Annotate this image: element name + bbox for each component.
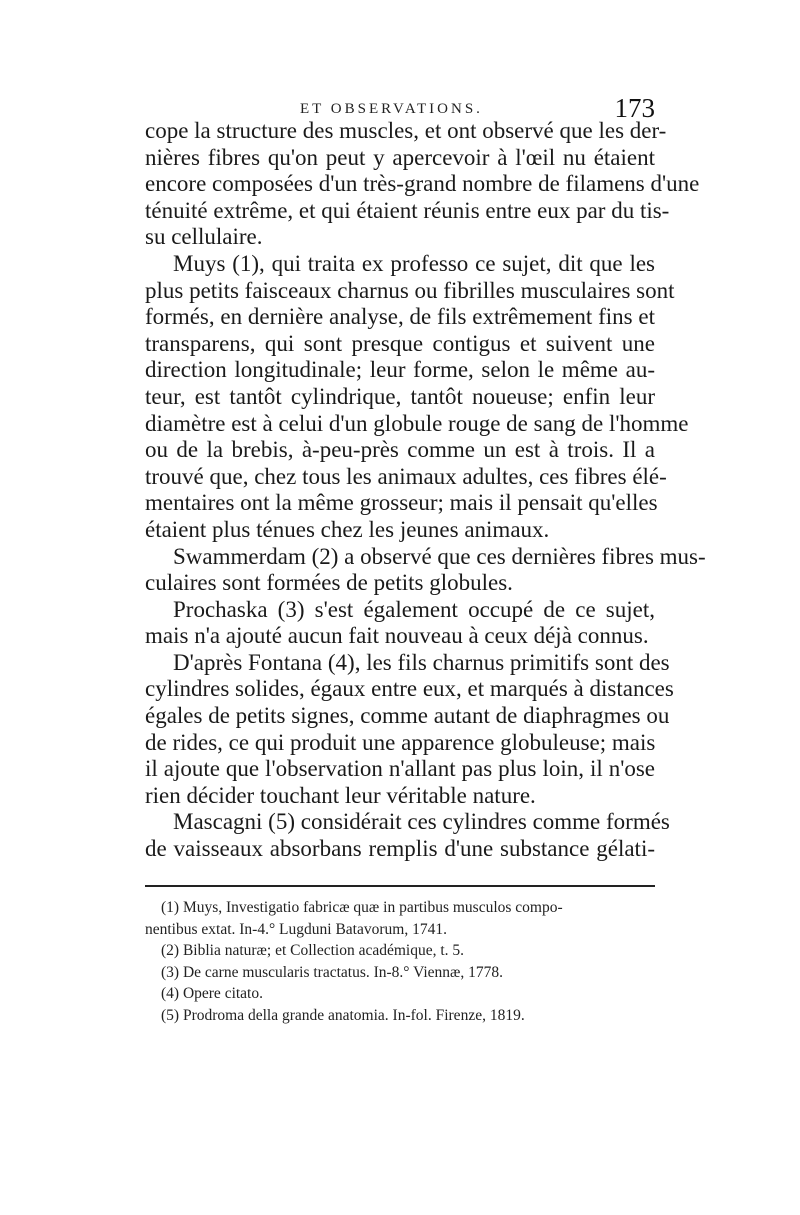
- text-line: de vaisseaux absorbans remplis d'une substance gélati-: [145, 836, 655, 862]
- footnotes: [145, 897, 655, 1026]
- text-line: nières fibres qu'on peut y apercevoir à l'œil nu étaient: [145, 144, 655, 170]
- text-line: plus petits faisceaux charnus ou fibrilles musculaires sont: [145, 277, 675, 303]
- text-line: mentaires ont la même grosseur; mais il pensait qu'elles: [145, 490, 658, 516]
- text-line: ténuité extrême, et qui étaient réunis entre eux par du tis-: [145, 197, 670, 223]
- text-line: trouvé que, chez tous les animaux adultes, ces fibres élé-: [145, 463, 667, 489]
- footnote-4: (4) Opere citato.: [161, 985, 263, 1002]
- text-line: mais n'a ajouté aucun fait nouveau à ceux déjà connus.: [145, 623, 649, 649]
- paragraph-fontana: D'après Fontana (4), les fils charnus primitifs sont des: [173, 649, 670, 675]
- footnote-1-continued: nentibus extat. In-4.° Lugduni Batavorum, 1741.: [145, 920, 447, 938]
- text-line: étaient plus ténues chez les jeunes animaux.: [145, 516, 550, 542]
- text-line: direction longitudinale; leur forme, selon le même au-: [145, 357, 655, 383]
- text-line: rien décider touchant leur véritable nature.: [145, 782, 536, 808]
- text-line: su cellulaire.: [145, 224, 263, 250]
- text-line: culaires sont formées de petits globules.: [145, 570, 513, 596]
- text-line: ou de la brebis, à-peu-près comme un est à trois. Il a: [145, 437, 655, 463]
- paragraph-swammerdam: Swammerdam (2) a observé que ces dernières fibres mus-: [173, 543, 706, 569]
- text-line: diamètre est à celui d'un globule rouge de sang de l'homme: [145, 410, 689, 436]
- text-line: il ajoute que l'observation n'allant pas plus loin, il n'ose: [145, 756, 655, 782]
- text-line: de rides, ce qui produit une apparence globuleuse; mais: [145, 729, 656, 755]
- footnote-divider: [145, 885, 655, 887]
- footnote-1: (1) Muys, Investigatio fabricæ quæ in partibus musculos compo-: [161, 899, 563, 916]
- text-line: teur, est tantôt cylindrique, tantôt noueuse; enfin leur: [145, 383, 655, 409]
- text-line: encore composées d'un très-grand nombre de filamens d'une: [145, 171, 700, 197]
- paragraph-prochaska: Prochaska (3) s'est également occupé de ce sujet,: [173, 596, 655, 622]
- paragraph-muys: Muys (1), qui traita ex professo ce sujet, dit que les: [173, 250, 655, 276]
- page-number: 173: [614, 93, 655, 123]
- footnote-3: (3) De carne muscularis tractatus. In-8.° Viennæ, 1778.: [161, 963, 504, 981]
- text-line: cope la structure des muscles, et ont observé que les der-: [145, 118, 667, 143]
- text-line: transparens, qui sont presque contigus et suivent une: [145, 330, 655, 356]
- text-line: cylindres solides, égaux entre eux, et marqués à distances: [145, 676, 674, 702]
- footnote-5: (5) Prodroma della grande anatomia. In-fol. Firenze, 1819.: [161, 1006, 525, 1024]
- text-line: égales de petits signes, comme autant de diaphragmes ou: [145, 703, 670, 729]
- body-text: [145, 118, 706, 863]
- paragraph-mascagni: Mascagni (5) considérait ces cylindres comme formés: [173, 809, 670, 835]
- footnote-2: (2) Biblia naturæ; et Collection académique, t. 5.: [161, 942, 465, 959]
- text-line: formés, en dernière analyse, de fils extrêmement fins et: [145, 304, 655, 330]
- running-title: ET OBSERVATIONS.: [300, 101, 483, 117]
